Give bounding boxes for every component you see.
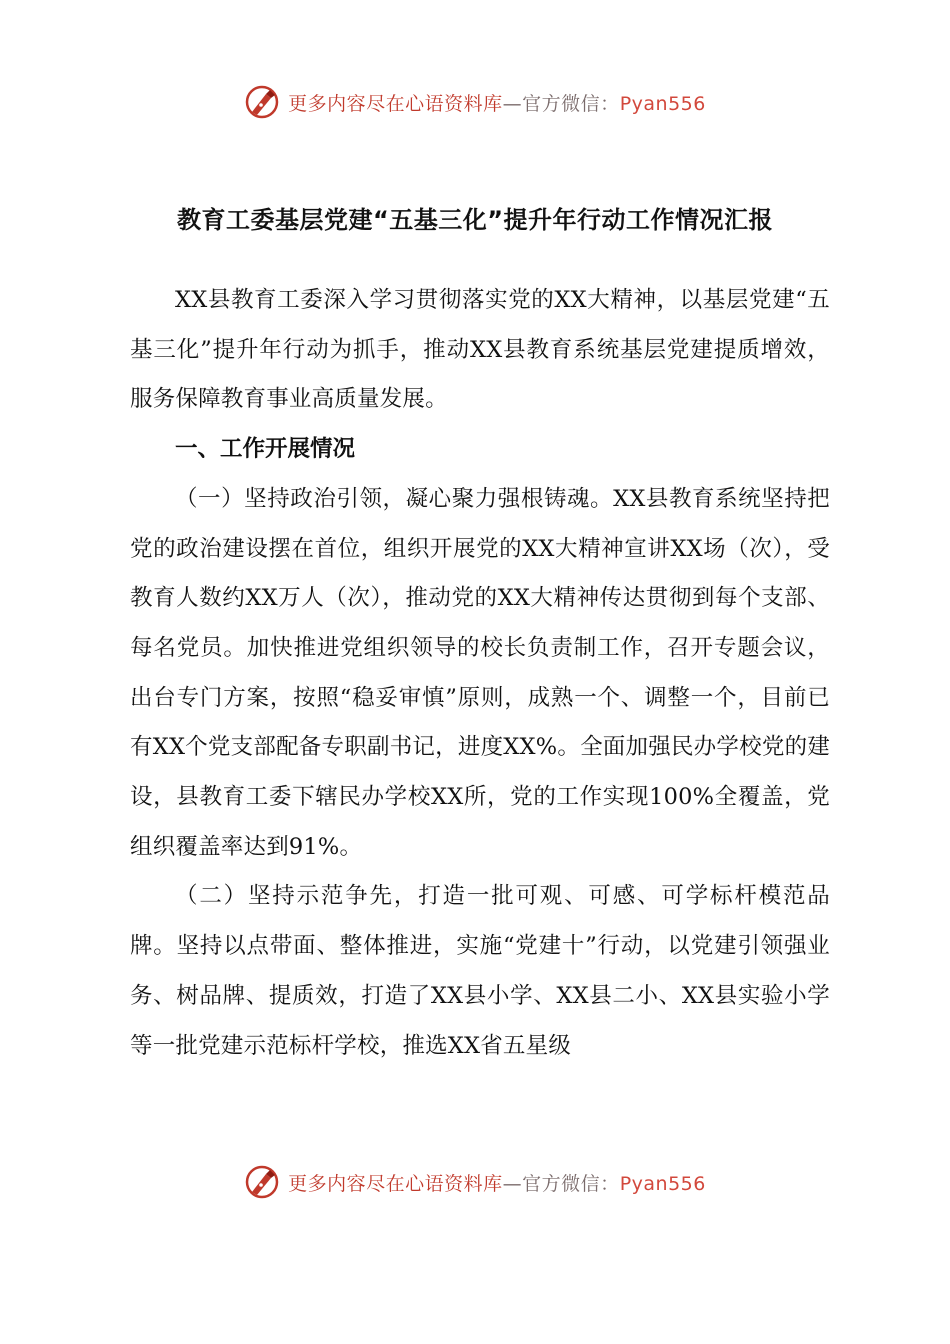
document-body (130, 276, 830, 1071)
banner-text (288, 1169, 706, 1196)
paragraph-2: （二）坚持示范争先，打造一批可观、可感、可学标杆模范品牌。坚持以点带面、整体推进，实施“党建十”行动，以党建引领强业务、树品牌、提质效，打造了XX县小学、XX县二小、XX县实验小学等一批党建示范标杆学校，推选XX省五星级 (130, 883, 830, 1059)
intro-paragraph: XX县教育工委深入学习贯彻落实党的XX大精神，以基层党建“五基三化”提升年行动为抓手，推动XX县教育系统基层党建提质增效，服务保障教育事业高质量发展。 (130, 287, 830, 413)
banner-wechat-id: Pyan556 (619, 92, 706, 115)
footer-banner (0, 1162, 950, 1202)
paragraph-1: （一）坚持政治引领，凝心聚力强根铸魂。XX县教育系统坚持把党的政治建设摆在首位，组织开展党的XX大精神宣讲XX场（次），受教育人数约XX万人（次），推动党的XX大精神传达贯彻到每个支部、每名党员。加快推进党组织领导的校长负责制工作，召开专题会议，出台专门方案，按照“稳妥审慎”原则，成熟一个、调整一个，目前已有XX个党支部配备专职副书记，进度XX%。全面加强民办学校党的建设，县教育工委下辖民办学校XX所，党的工作实现100%全覆盖，党组织覆盖率达到91%。 (130, 485, 830, 860)
document-title: 教育工委基层党建“五基三化”提升年行动工作情况汇报 (176, 206, 774, 234)
banner-wechat-label: —官方微信： (502, 92, 620, 115)
banner-brand: 更多内容尽在心语资料库 (288, 92, 503, 115)
pen-nib-logo-icon (244, 1164, 280, 1200)
banner-brand: 更多内容尽在心语资料库 (288, 1172, 503, 1195)
banner-wechat-id: Pyan556 (619, 1172, 706, 1195)
pen-nib-logo-icon (244, 84, 280, 120)
header-banner (0, 82, 950, 122)
banner-text (288, 89, 706, 116)
banner-wechat-label: —官方微信： (502, 1172, 620, 1195)
section-heading: 一、工作开展情况 (175, 436, 356, 463)
